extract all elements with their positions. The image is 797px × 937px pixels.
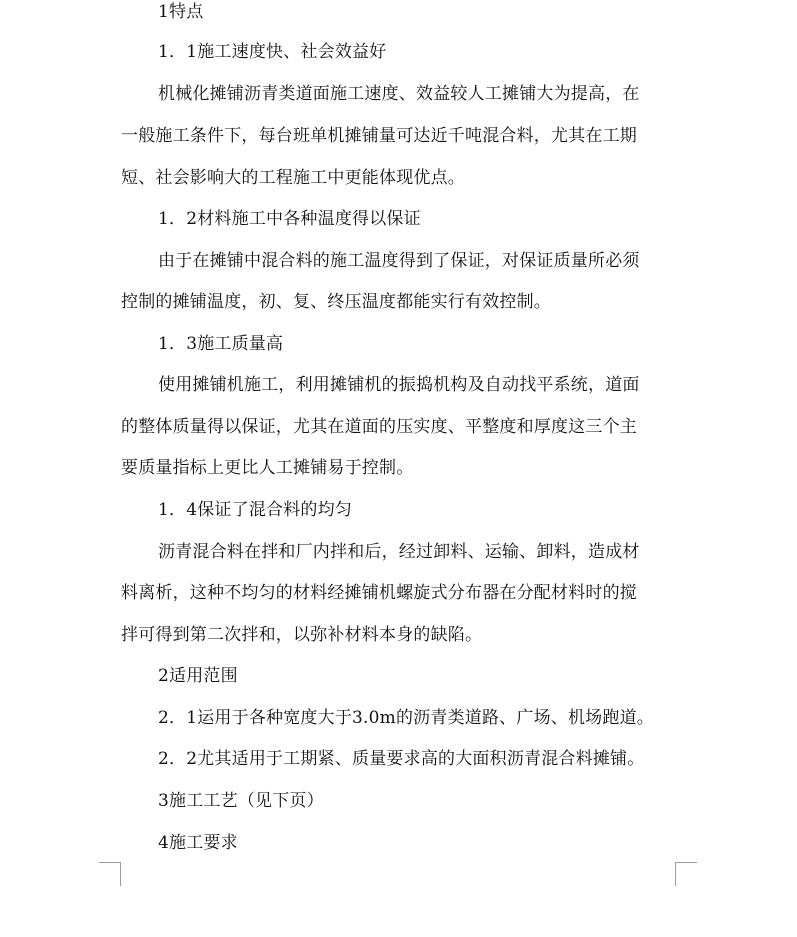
paragraph-line: 控制的摊铺温度，初、复、终压温度都能实行有效控制。 <box>121 292 551 312</box>
paragraph-line: 机械化摊铺沥青类道面施工速度、效益较人工摊铺大为提高，在 <box>158 84 640 104</box>
heading-3: 3施工工艺（见下页） <box>158 791 324 811</box>
paragraph-line: 一般施工条件下，每台班单机摊铺量可达近千吨混合料，尤其在工期 <box>121 126 637 146</box>
subheading-1-1: 1．1施工速度快、社会效益好 <box>158 42 387 62</box>
paragraph-line: 使用摊铺机施工，利用摊铺机的振捣机构及自动找平系统，道面 <box>158 375 640 395</box>
crop-mark-bottom-left-horizontal <box>99 862 121 863</box>
crop-mark-bottom-right-horizontal <box>675 862 697 863</box>
heading-4: 4施工要求 <box>158 833 238 853</box>
paragraph-line: 的整体质量得以保证，尤其在道面的压实度、平整度和厚度这三个主 <box>121 417 637 437</box>
item-2-2: 2．2尤其适用于工期紧、质量要求高的大面积沥青混合料摊铺。 <box>158 749 645 769</box>
crop-mark-bottom-left-vertical <box>120 862 121 886</box>
paragraph-line: 要质量指标上更比人工摊铺易于控制。 <box>121 458 414 478</box>
paragraph-line: 拌可得到第二次拌和，以弥补材料本身的缺陷。 <box>121 625 483 645</box>
crop-mark-bottom-right-vertical <box>675 862 676 886</box>
paragraph-line: 沥青混合料在拌和厂内拌和后，经过卸料、运输、卸料，造成材 <box>158 542 640 562</box>
item-2-1: 2．1运用于各种宽度大于3.0m的沥青类道路、广场、机场跑道。 <box>158 708 654 728</box>
heading-1: 1特点 <box>158 2 204 22</box>
paragraph-line: 短、社会影响大的工程施工中更能体现优点。 <box>121 168 465 188</box>
subheading-1-4: 1．4保证了混合料的均匀 <box>158 500 353 520</box>
subheading-1-3: 1．3施工质量高 <box>158 334 284 354</box>
paragraph-line: 由于在摊铺中混合料的施工温度得到了保证，对保证质量所必须 <box>158 251 640 271</box>
paragraph-line: 料离析，这种不均匀的材料经摊铺机螺旋式分布器在分配材料时的搅 <box>121 583 637 603</box>
subheading-1-2: 1．2材料施工中各种温度得以保证 <box>158 209 421 229</box>
heading-2: 2适用范围 <box>158 666 238 686</box>
